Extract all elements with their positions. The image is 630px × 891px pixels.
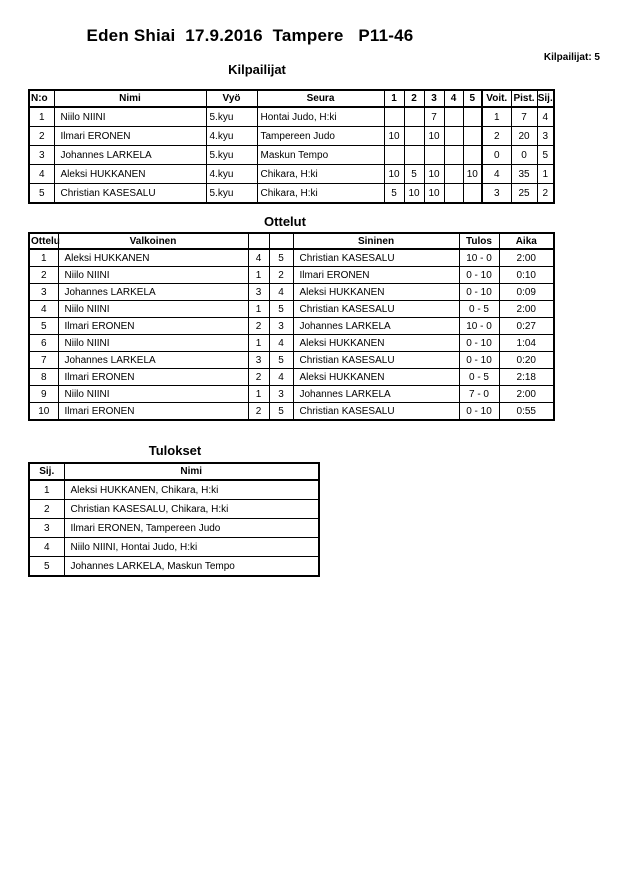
blue-name: Johannes LARKELA [293, 318, 459, 335]
competitor-no: 4 [29, 165, 54, 184]
match-time: 0:27 [499, 318, 554, 335]
white-no: 1 [248, 386, 269, 403]
match-time: 0:10 [499, 267, 554, 284]
matches-header-blue: Sininen [293, 233, 459, 249]
match-no: 6 [29, 335, 58, 352]
result-name: Aleksi HUKKANEN, Chikara, H:ki [64, 480, 319, 500]
match-no: 5 [29, 318, 58, 335]
round-score [444, 146, 463, 165]
competitors-table [28, 89, 555, 204]
round-score [404, 146, 424, 165]
match-result: 0 - 5 [459, 369, 499, 386]
blue-name: Aleksi HUKKANEN [293, 335, 459, 352]
white-name: Ilmari ERONEN [58, 403, 248, 421]
competitor-belt: 5.kyu [206, 107, 257, 127]
match-result: 10 - 0 [459, 318, 499, 335]
competitor-belt: 4.kyu [206, 165, 257, 184]
blue-no: 5 [269, 249, 293, 267]
white-no: 1 [248, 335, 269, 352]
blue-no: 5 [269, 301, 293, 318]
match-row [29, 386, 554, 403]
competitor-belt: 4.kyu [206, 127, 257, 146]
white-name: Ilmari ERONEN [58, 318, 248, 335]
competitor-place: 4 [537, 107, 554, 127]
match-time: 2:18 [499, 369, 554, 386]
blue-no: 3 [269, 386, 293, 403]
blue-name: Johannes LARKELA [293, 386, 459, 403]
blue-name: Christian KASESALU [293, 403, 459, 421]
match-result: 7 - 0 [459, 386, 499, 403]
blue-name: Ilmari ERONEN [293, 267, 459, 284]
competitors-header-points: Pist. [511, 90, 537, 107]
white-name: Niilo NIINI [58, 301, 248, 318]
round-score [463, 107, 482, 127]
match-result: 0 - 10 [459, 335, 499, 352]
competitor-row [29, 184, 554, 204]
matches-header-white: Valkoinen [58, 233, 248, 249]
match-no: 4 [29, 301, 58, 318]
results-section-title: Tulokset [148, 443, 202, 458]
matches-section-title: Ottelut [264, 214, 306, 229]
result-place: 5 [29, 557, 64, 577]
competitor-wins: 0 [482, 146, 511, 165]
match-no: 1 [29, 249, 58, 267]
competitors-header-row [29, 90, 554, 107]
white-no: 1 [248, 301, 269, 318]
competitor-name: Christian KASESALU [54, 184, 206, 204]
white-no: 3 [248, 352, 269, 369]
competitor-place: 1 [537, 165, 554, 184]
round-score: 10 [424, 127, 444, 146]
result-name: Christian KASESALU, Chikara, H:ki [64, 500, 319, 519]
match-row [29, 301, 554, 318]
competitor-name: Aleksi HUKKANEN [54, 165, 206, 184]
round-score: 10 [384, 127, 404, 146]
competitor-points: 25 [511, 184, 537, 204]
competitor-place: 3 [537, 127, 554, 146]
round-score [384, 107, 404, 127]
results-header-place: Sij. [29, 463, 64, 480]
match-time: 0:55 [499, 403, 554, 421]
competitor-no: 3 [29, 146, 54, 165]
participants-count: Kilpailijat: 5 [543, 52, 600, 63]
competitors-header-belt: Vyö [206, 90, 257, 107]
competitor-row [29, 127, 554, 146]
blue-no: 5 [269, 352, 293, 369]
white-name: Johannes LARKELA [58, 352, 248, 369]
matches-header-row [29, 233, 554, 249]
results-header-row [29, 463, 319, 480]
competitor-club: Tampereen Judo [257, 127, 384, 146]
blue-no: 3 [269, 318, 293, 335]
competitor-place: 2 [537, 184, 554, 204]
competitor-no: 5 [29, 184, 54, 204]
white-name: Johannes LARKELA [58, 284, 248, 301]
blue-no: 2 [269, 267, 293, 284]
match-row [29, 369, 554, 386]
blue-name: Aleksi HUKKANEN [293, 369, 459, 386]
round-score [463, 184, 482, 204]
white-name: Ilmari ERONEN [58, 369, 248, 386]
competitors-section-title: Kilpailijat [228, 62, 286, 77]
round-score [444, 165, 463, 184]
competitors-header-club: Seura [257, 90, 384, 107]
competitor-belt: 5.kyu [206, 146, 257, 165]
white-no: 1 [248, 267, 269, 284]
competitor-no: 1 [29, 107, 54, 127]
result-row [29, 519, 319, 538]
competitor-wins: 1 [482, 107, 511, 127]
match-row [29, 352, 554, 369]
match-result: 0 - 10 [459, 284, 499, 301]
match-result: 0 - 5 [459, 301, 499, 318]
result-name: Ilmari ERONEN, Tampereen Judo [64, 519, 319, 538]
competitor-row [29, 165, 554, 184]
result-row [29, 500, 319, 519]
competitor-name: Johannes LARKELA [54, 146, 206, 165]
result-row [29, 557, 319, 577]
white-no: 4 [248, 249, 269, 267]
result-row [29, 480, 319, 500]
competitor-points: 7 [511, 107, 537, 127]
result-name: Niilo NIINI, Hontai Judo, H:ki [64, 538, 319, 557]
round-score: 10 [404, 184, 424, 204]
matches-header-white-no [248, 233, 269, 249]
white-no: 2 [248, 403, 269, 421]
match-time: 2:00 [499, 301, 554, 318]
competitor-points: 20 [511, 127, 537, 146]
competitors-header-round-5: 5 [463, 90, 482, 107]
competitor-row [29, 107, 554, 127]
competitors-header-round-3: 3 [424, 90, 444, 107]
competitors-header-name: Nimi [54, 90, 206, 107]
matches-header-result: Tulos [459, 233, 499, 249]
competitor-club: Maskun Tempo [257, 146, 384, 165]
round-score [384, 146, 404, 165]
round-score [424, 146, 444, 165]
match-result: 10 - 0 [459, 249, 499, 267]
results-header-name: Nimi [64, 463, 319, 480]
competitors-header-round-1: 1 [384, 90, 404, 107]
white-name: Niilo NIINI [58, 335, 248, 352]
match-time: 2:00 [499, 386, 554, 403]
blue-name: Aleksi HUKKANEN [293, 284, 459, 301]
competitor-club: Hontai Judo, H:ki [257, 107, 384, 127]
matches-header-match: Ottelu [29, 233, 58, 249]
white-no: 2 [248, 318, 269, 335]
round-score: 10 [463, 165, 482, 184]
matches-header-blue-no [269, 233, 293, 249]
match-no: 8 [29, 369, 58, 386]
competitor-no: 2 [29, 127, 54, 146]
blue-name: Christian KASESALU [293, 301, 459, 318]
match-result: 0 - 10 [459, 352, 499, 369]
match-time: 0:20 [499, 352, 554, 369]
competitors-header-round-2: 2 [404, 90, 424, 107]
competitor-wins: 3 [482, 184, 511, 204]
matches-table [28, 232, 555, 421]
match-result: 0 - 10 [459, 403, 499, 421]
results-table [28, 462, 320, 577]
competitor-belt: 5.kyu [206, 184, 257, 204]
page-title: Eden Shiai 17.9.2016 Tampere P11-46 [86, 26, 414, 45]
matches-header-time: Aika [499, 233, 554, 249]
match-row [29, 318, 554, 335]
competitor-points: 0 [511, 146, 537, 165]
competitor-name: Ilmari ERONEN [54, 127, 206, 146]
result-row [29, 538, 319, 557]
round-score: 10 [384, 165, 404, 184]
competitor-club: Chikara, H:ki [257, 184, 384, 204]
match-row [29, 335, 554, 352]
white-no: 3 [248, 284, 269, 301]
match-row [29, 267, 554, 284]
result-place: 2 [29, 500, 64, 519]
round-score [463, 127, 482, 146]
competitor-place: 5 [537, 146, 554, 165]
match-row [29, 284, 554, 301]
competitor-points: 35 [511, 165, 537, 184]
match-row [29, 249, 554, 267]
match-time: 1:04 [499, 335, 554, 352]
white-name: Niilo NIINI [58, 267, 248, 284]
result-place: 3 [29, 519, 64, 538]
round-score: 5 [384, 184, 404, 204]
result-name: Johannes LARKELA, Maskun Tempo [64, 557, 319, 577]
result-place: 1 [29, 480, 64, 500]
competitor-wins: 2 [482, 127, 511, 146]
round-score: 5 [404, 165, 424, 184]
white-name: Niilo NIINI [58, 386, 248, 403]
match-no: 9 [29, 386, 58, 403]
blue-name: Christian KASESALU [293, 249, 459, 267]
competitor-wins: 4 [482, 165, 511, 184]
round-score: 10 [424, 184, 444, 204]
competitors-header-no: N:o [29, 90, 54, 107]
competitors-header-wins: Voit. [482, 90, 511, 107]
match-no: 3 [29, 284, 58, 301]
round-score [463, 146, 482, 165]
white-name: Aleksi HUKKANEN [58, 249, 248, 267]
match-no: 7 [29, 352, 58, 369]
round-score: 7 [424, 107, 444, 127]
blue-no: 4 [269, 369, 293, 386]
competitors-header-round-4: 4 [444, 90, 463, 107]
competitor-name: Niilo NIINI [54, 107, 206, 127]
competitor-row [29, 146, 554, 165]
match-time: 0:09 [499, 284, 554, 301]
white-no: 2 [248, 369, 269, 386]
blue-no: 5 [269, 403, 293, 421]
competitors-header-place: Sij. [537, 90, 554, 107]
round-score [404, 127, 424, 146]
match-row [29, 403, 554, 421]
round-score [444, 107, 463, 127]
round-score [444, 184, 463, 204]
blue-no: 4 [269, 335, 293, 352]
blue-no: 4 [269, 284, 293, 301]
round-score: 10 [424, 165, 444, 184]
match-time: 2:00 [499, 249, 554, 267]
result-place: 4 [29, 538, 64, 557]
match-no: 2 [29, 267, 58, 284]
round-score [444, 127, 463, 146]
round-score [404, 107, 424, 127]
competitor-club: Chikara, H:ki [257, 165, 384, 184]
blue-name: Christian KASESALU [293, 352, 459, 369]
match-no: 10 [29, 403, 58, 421]
match-result: 0 - 10 [459, 267, 499, 284]
